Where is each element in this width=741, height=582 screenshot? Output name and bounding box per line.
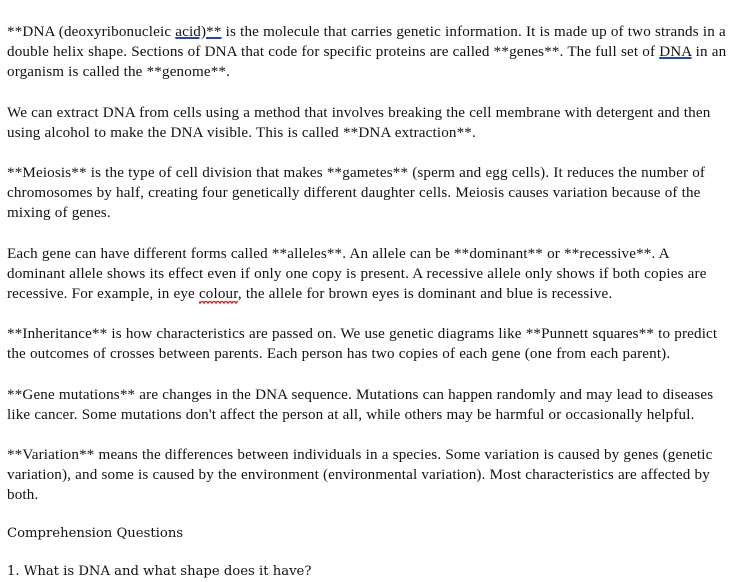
paragraph-spacer <box>0 365 741 385</box>
paragraph-gene-mutations: **Gene mutations** are changes in the DNA sequence. Mutations can happen randomly and may lead to diseases like cancer. Some mutations don't affect the person at all, while others may be harmful or occasionally helpful. <box>7 386 714 423</box>
paragraph-inheritance: **Inheritance** is how characteristics are passed on. We use genetic diagrams like **Punnett squares** to predict the outcomes of crosses between parents. Each person has two copies of each gene (one from each parent). <box>7 326 718 363</box>
paragraph-alleles <box>0 244 741 305</box>
link-acid[interactable]: acid)** <box>175 24 222 40</box>
paragraph-variation: **Variation** means the differences between individuals in a species. Some variation is caused by genes (genetic variation), and some is caused by the environment (environmental variation). Most characteristics are affected by both. <box>7 447 713 504</box>
section-heading-comprehension-questions: Comprehension Questions <box>7 525 184 541</box>
paragraph-spacer <box>0 425 741 445</box>
question-item-1: 1. What is DNA and what shape does it have? <box>7 563 312 579</box>
text-run: , the allele for brown eyes is dominant and blue is recessive. <box>237 286 613 303</box>
link-dna[interactable]: DNA <box>659 44 692 61</box>
text-run: Each gene can have different forms called **alleles**. An allele can be **dominant** or **recessive**. A dominant allele shows its effect even if only one copy is present. A recessive allele only shows if both copies are recessive. For example, in eye <box>7 245 707 303</box>
text-run: **DNA (deoxyribonucleic <box>7 24 176 40</box>
spellcheck-word-colour[interactable]: colour <box>198 286 238 303</box>
paragraph-spacer <box>0 304 741 324</box>
question-list-spacer <box>0 544 741 562</box>
paragraph-dna <box>0 22 741 83</box>
paragraph-spacer <box>0 143 741 163</box>
paragraph-dna-extraction: We can extract DNA from cells using a method that involves breaking the cell membrane with detergent and then using alcohol to make the DNA visible. This is called **DNA extraction**. <box>7 104 711 141</box>
text-run: in an organism is called the **genome**. <box>7 44 727 81</box>
paragraph-spacer <box>0 224 741 244</box>
top-spacer <box>0 0 741 22</box>
paragraph-meiosis: **Meiosis** is the type of cell division that makes **gametes** (sperm and egg cells). It reduces the number of chromosomes by half, creating four genetically different daughter cells. Meiosis causes variation because of the mixing of genes. <box>7 165 706 222</box>
heading-spacer <box>0 506 741 524</box>
text-run: is the molecule that carries genetic information. It is made up of two strands in a double helix shape. Sections of DNA that code for specific proteins are called **genes**. The full set of <box>7 24 726 61</box>
paragraph-spacer <box>0 83 741 103</box>
